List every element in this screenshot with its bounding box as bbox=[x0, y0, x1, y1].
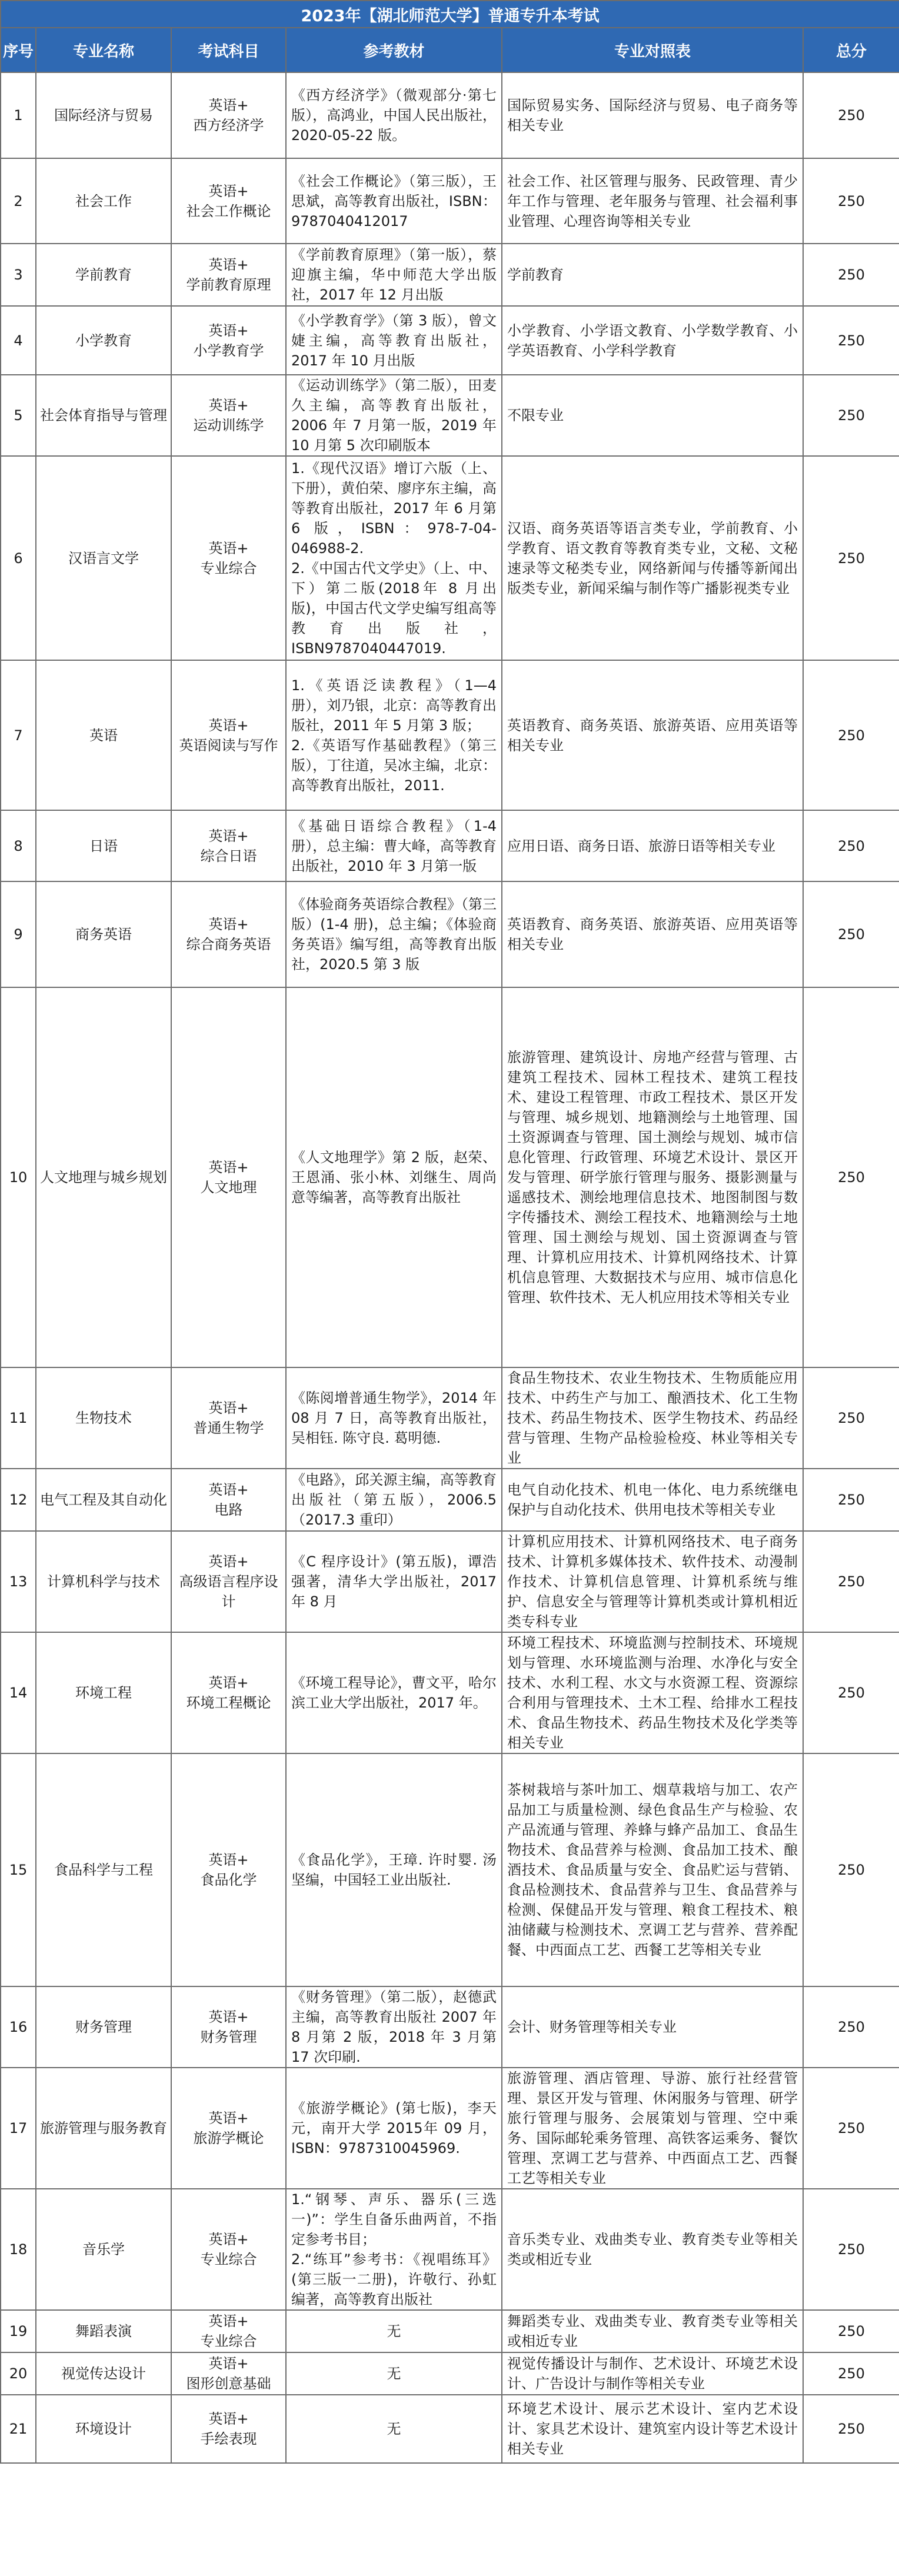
total-score: 250 bbox=[803, 306, 899, 375]
reference-books: 《财务管理》（第二版），赵德武主编，高等教育出版社 2007 年 8 月第 2 版，2018 年 3 月第 17 次印刷. bbox=[286, 1986, 502, 2068]
table-row bbox=[1, 375, 899, 456]
total-score: 250 bbox=[803, 244, 899, 306]
table-row bbox=[1, 244, 899, 306]
row-number: 21 bbox=[1, 2395, 36, 2463]
major-scope: 英语教育、商务英语、旅游英语、应用英语等相关专业 bbox=[502, 660, 803, 810]
table-row bbox=[1, 1469, 899, 1531]
header-score: 总分 bbox=[803, 28, 899, 72]
major-name: 环境设计 bbox=[36, 2395, 171, 2463]
exam-subject: 英语+ 旅游学概论 bbox=[171, 2068, 286, 2189]
exam-subject: 英语+ 西方经济学 bbox=[171, 72, 286, 158]
table-body bbox=[1, 72, 899, 2463]
reference-books: 《学前教育原理》（第一版），蔡迎旗主编，华中师范大学出版社，2017 年 12 月出版 bbox=[286, 244, 502, 306]
major-scope: 视觉传播设计与制作、艺术设计、环境艺术设计、广告设计与制作等相关专业 bbox=[502, 2352, 803, 2395]
row-number: 15 bbox=[1, 1753, 36, 1986]
reference-books: 无 bbox=[286, 2310, 502, 2352]
total-score: 250 bbox=[803, 158, 899, 244]
major-scope: 舞蹈类专业、戏曲类专业、教育类专业等相关或相近专业 bbox=[502, 2310, 803, 2352]
exam-subject: 英语+ 手绘表现 bbox=[171, 2395, 286, 2463]
table-row bbox=[1, 456, 899, 660]
exam-subject: 英语+ 专业综合 bbox=[171, 2310, 286, 2352]
exam-subject: 英语+ 财务管理 bbox=[171, 1986, 286, 2068]
major-scope: 汉语、商务英语等语言类专业，学前教育、小学教育、语文教育等教育类专业，文秘、文秘速录等文秘类专业，网络新闻与传播等新闻出版类专业，新闻采编与制作等广播影视类专业 bbox=[502, 456, 803, 660]
exam-subject: 英语+ 专业综合 bbox=[171, 2189, 286, 2310]
reference-books: 1.《英语泛读教程》（1—4 册），刘乃银，北京：高等教育出版社，2011 年 5 月第 3 版； 2.《英语写作基础教程》（第三版），丁往道，吴冰主编，北京：高等教育出版社，2011. bbox=[286, 660, 502, 810]
row-number: 20 bbox=[1, 2352, 36, 2395]
total-score: 250 bbox=[803, 660, 899, 810]
total-score: 250 bbox=[803, 810, 899, 881]
reference-books: 《西方经济学》（微观部分·第七版），高鸿业，中国人民出版社，2020-05-22 版。 bbox=[286, 72, 502, 158]
row-number: 13 bbox=[1, 1531, 36, 1632]
major-scope: 环境工程技术、环境监测与控制技术、环境规划与管理、水环境监测与治理、水净化与安全技术、水利工程、水文与水资源工程、资源综合利用与管理技术、土木工程、给排水工程技术、食品生物技术、药品生物技术及化学类等相关专业 bbox=[502, 1632, 803, 1753]
table-row bbox=[1, 881, 899, 987]
row-number: 6 bbox=[1, 456, 36, 660]
exam-subject: 英语+ 环境工程概论 bbox=[171, 1632, 286, 1753]
major-name: 电气工程及其自动化 bbox=[36, 1469, 171, 1531]
exam-subject: 英语+ 图形创意基础 bbox=[171, 2352, 286, 2395]
table-row bbox=[1, 660, 899, 810]
row-number: 14 bbox=[1, 1632, 36, 1753]
row-number: 1 bbox=[1, 72, 36, 158]
reference-books: 《小学教育学》（第 3 版），曾文婕主编，高等教育出版社，2017 年 10 月出版 bbox=[286, 306, 502, 375]
header-reference: 参考教材 bbox=[286, 28, 502, 72]
table-row bbox=[1, 1531, 899, 1632]
reference-books: 无 bbox=[286, 2395, 502, 2463]
total-score: 250 bbox=[803, 1367, 899, 1469]
major-name: 旅游管理与服务教育 bbox=[36, 2068, 171, 2189]
reference-books: 《电路》，邱关源主编，高等教育出版社（第五版），2006.5（2017.3 重印） bbox=[286, 1469, 502, 1531]
reference-books: 无 bbox=[286, 2352, 502, 2395]
table-row bbox=[1, 1753, 899, 1986]
major-name: 商务英语 bbox=[36, 881, 171, 987]
row-number: 7 bbox=[1, 660, 36, 810]
row-number: 4 bbox=[1, 306, 36, 375]
major-name: 视觉传达设计 bbox=[36, 2352, 171, 2395]
table-row bbox=[1, 810, 899, 881]
major-scope: 社会工作、社区管理与服务、民政管理、青少年工作与管理、老年服务与管理、社会福利事业管理、心理咨询等相关专业 bbox=[502, 158, 803, 244]
total-score: 250 bbox=[803, 72, 899, 158]
row-number: 9 bbox=[1, 881, 36, 987]
row-number: 19 bbox=[1, 2310, 36, 2352]
header-scope: 专业对照表 bbox=[502, 28, 803, 72]
row-number: 16 bbox=[1, 1986, 36, 2068]
table-row bbox=[1, 1367, 899, 1469]
exam-subject: 英语+ 英语阅读与写作 bbox=[171, 660, 286, 810]
exam-subject: 英语+ 人文地理 bbox=[171, 987, 286, 1367]
major-scope: 电气自动化技术、机电一体化、电力系统继电保护与自动化技术、供用电技术等相关专业 bbox=[502, 1469, 803, 1531]
total-score: 250 bbox=[803, 2189, 899, 2310]
major-scope: 英语教育、商务英语、旅游英语、应用英语等相关专业 bbox=[502, 881, 803, 987]
major-scope: 国际贸易实务、国际经济与贸易、电子商务等相关专业 bbox=[502, 72, 803, 158]
major-scope: 学前教育 bbox=[502, 244, 803, 306]
table-row bbox=[1, 2310, 899, 2352]
total-score: 250 bbox=[803, 2352, 899, 2395]
row-number: 18 bbox=[1, 2189, 36, 2310]
total-score: 250 bbox=[803, 1469, 899, 1531]
exam-subject: 英语+ 高级语言程序设计 bbox=[171, 1531, 286, 1632]
major-name: 舞蹈表演 bbox=[36, 2310, 171, 2352]
table-row bbox=[1, 72, 899, 158]
table-row bbox=[1, 2352, 899, 2395]
major-name: 计算机科学与技术 bbox=[36, 1531, 171, 1632]
reference-books: 《食品化学》，王璋. 许时婴. 汤坚编，中国轻工业出版社. bbox=[286, 1753, 502, 1986]
header-subject: 考试科目 bbox=[171, 28, 286, 72]
major-name: 日语 bbox=[36, 810, 171, 881]
row-number: 10 bbox=[1, 987, 36, 1367]
exam-subject: 英语+ 食品化学 bbox=[171, 1753, 286, 1986]
reference-books: 《体验商务英语综合教程》（第三版）(1-4 册)，总主编；《体验商务英语》编写组，高等教育出版社，2020.5 第 3 版 bbox=[286, 881, 502, 987]
total-score: 250 bbox=[803, 1986, 899, 2068]
major-name: 国际经济与贸易 bbox=[36, 72, 171, 158]
major-name: 小学教育 bbox=[36, 306, 171, 375]
total-score: 250 bbox=[803, 2395, 899, 2463]
header-no: 序号 bbox=[1, 28, 36, 72]
row-number: 5 bbox=[1, 375, 36, 456]
total-score: 250 bbox=[803, 1753, 899, 1986]
row-number: 2 bbox=[1, 158, 36, 244]
exam-subject: 英语+ 综合商务英语 bbox=[171, 881, 286, 987]
major-name: 环境工程 bbox=[36, 1632, 171, 1753]
exam-subject: 英语+ 学前教育原理 bbox=[171, 244, 286, 306]
table-row bbox=[1, 2395, 899, 2463]
major-scope: 小学教育、小学语文教育、小学数学教育、小学英语教育、小学科学教育 bbox=[502, 306, 803, 375]
reference-books: 1.《现代汉语》增订六版（上、下册），黄伯荣、廖序东主编，高等教育出版社，2017 年 6 月第 6 版，ISBN：978-7-04-046988-2. 2.《中国古代文学史》（上、中、下）第二版(2018年 8 月出版)，中国古代文学史编写组高等教育出版社，ISBN9787040447019. bbox=[286, 456, 502, 660]
table-row bbox=[1, 1986, 899, 2068]
table-row bbox=[1, 2068, 899, 2189]
major-name: 英语 bbox=[36, 660, 171, 810]
major-name: 财务管理 bbox=[36, 1986, 171, 2068]
table-row bbox=[1, 1632, 899, 1753]
total-score: 250 bbox=[803, 2068, 899, 2189]
exam-subject: 英语+ 专业综合 bbox=[171, 456, 286, 660]
header-major: 专业名称 bbox=[36, 28, 171, 72]
table-row bbox=[1, 306, 899, 375]
exam-subject: 英语+ 小学教育学 bbox=[171, 306, 286, 375]
row-number: 11 bbox=[1, 1367, 36, 1469]
major-name: 人文地理与城乡规划 bbox=[36, 987, 171, 1367]
table-row bbox=[1, 2189, 899, 2310]
total-score: 250 bbox=[803, 881, 899, 987]
major-scope: 旅游管理、建筑设计、房地产经营与管理、古建筑工程技术、园林工程技术、建筑工程技术、建设工程管理、市政工程技术、景区开发与管理、城乡规划、地籍测绘与土地管理、国土资源调查与管理、国土测绘与规划、城市信息化管理、行政管理、环境艺术设计、景区开发与管理、研学旅行管理与服务、摄影测量与遥感技术、测绘地理信息技术、地图制图与数字传播技术、测绘工程技术、地籍测绘与土地管理、国土测绘与规划、国土资源调查与管理、计算机应用技术、计算机网络技术、计算机信息管理、大数据技术与应用、城市信息化管理、软件技术、无人机应用技术等相关专业 bbox=[502, 987, 803, 1367]
major-scope: 旅游管理、酒店管理、导游、旅行社经营管理、景区开发与管理、休闲服务与管理、研学旅行管理与服务、会展策划与管理、空中乘务、国际邮轮乘务管理、高铁客运乘务、餐饮管理、烹调工艺与营养、中西面点工艺、西餐工艺等相关专业 bbox=[502, 2068, 803, 2189]
row-number: 12 bbox=[1, 1469, 36, 1531]
reference-books: 《环境工程导论》，曹文平，哈尔滨工业大学出版社，2017 年。 bbox=[286, 1632, 502, 1753]
reference-books: 《陈阅增普通生物学》，2014 年 08 月 7 日，高等教育出版社，吴相钰. 陈守良. 葛明德. bbox=[286, 1367, 502, 1469]
table-row bbox=[1, 987, 899, 1367]
exam-subject: 英语+ 社会工作概论 bbox=[171, 158, 286, 244]
row-number: 3 bbox=[1, 244, 36, 306]
total-score: 250 bbox=[803, 1632, 899, 1753]
total-score: 250 bbox=[803, 2310, 899, 2352]
major-scope: 计算机应用技术、计算机网络技术、电子商务技术、计算机多媒体技术、软件技术、动漫制作技术、计算机信息管理、计算机系统与维护、信息安全与管理等计算机类或计算机相近类专科专业 bbox=[502, 1531, 803, 1632]
total-score: 250 bbox=[803, 375, 899, 456]
major-name: 食品科学与工程 bbox=[36, 1753, 171, 1986]
reference-books: 《社会工作概论》（第三版），王思斌，高等教育出版社，ISBN：9787040412017 bbox=[286, 158, 502, 244]
row-number: 17 bbox=[1, 2068, 36, 2189]
total-score: 250 bbox=[803, 1531, 899, 1632]
major-scope: 茶树栽培与茶叶加工、烟草栽培与加工、农产品加工与质量检测、绿色食品生产与检验、农产品流通与管理、养蜂与蜂产品加工、食品生物技术、食品营养与检测、食品加工技术、酿酒技术、食品质量与安全、食品贮运与营销、食品检测技术、食品营养与卫生、食品营养与检测、保健品开发与管理、粮食工程技术、粮油储藏与检测技术、烹调工艺与营养、营养配餐、中西面点工艺、西餐工艺等相关专业 bbox=[502, 1753, 803, 1986]
major-name: 社会工作 bbox=[36, 158, 171, 244]
major-scope: 食品生物技术、农业生物技术、生物质能应用技术、中药生产与加工、酿酒技术、化工生物技术、药品生物技术、医学生物技术、药品经营与管理、生物产品检验检疫、林业等相关专业 bbox=[502, 1367, 803, 1469]
page-title: 2023年【湖北师范大学】普通专升本考试 bbox=[1, 1, 899, 28]
table-row bbox=[1, 158, 899, 244]
exam-subject: 英语+ 综合日语 bbox=[171, 810, 286, 881]
reference-books: 1.“钢琴、声乐、器乐(三选一)”：学生自备乐曲两首，不指定参考书目； 2.“练耳”参考书：《视唱练耳》(第三版一二册)，许敬行、孙虹编著，高等教育出版社 bbox=[286, 2189, 502, 2310]
row-number: 8 bbox=[1, 810, 36, 881]
exam-subject: 英语+ 普通生物学 bbox=[171, 1367, 286, 1469]
major-scope: 应用日语、商务日语、旅游日语等相关专业 bbox=[502, 810, 803, 881]
major-scope: 会计、财务管理等相关专业 bbox=[502, 1986, 803, 2068]
total-score: 250 bbox=[803, 456, 899, 660]
reference-books: 《旅游学概论》(第七版)，李天元，南开大学 2015年 09 月，ISBN：9787310045969. bbox=[286, 2068, 502, 2189]
major-name: 生物技术 bbox=[36, 1367, 171, 1469]
major-scope: 不限专业 bbox=[502, 375, 803, 456]
major-name: 汉语言文学 bbox=[36, 456, 171, 660]
major-scope: 环境艺术设计、展示艺术设计、室内艺术设计、家具艺术设计、建筑室内设计等艺术设计相关专业 bbox=[502, 2395, 803, 2463]
reference-books: 《运动训练学》（第二版），田麦久主编，高等教育出版社，2006 年 7 月第一版，2019 年 10 月第 5 次印刷版本 bbox=[286, 375, 502, 456]
major-scope: 音乐类专业、戏曲类专业、教育类专业等相关类或相近专业 bbox=[502, 2189, 803, 2310]
major-name: 学前教育 bbox=[36, 244, 171, 306]
exam-subject: 英语+ 电路 bbox=[171, 1469, 286, 1531]
reference-books: 《基础日语综合教程》（1-4 册），总主编：曹大峰，高等教育出版社，2010 年 3 月第一版 bbox=[286, 810, 502, 881]
reference-books: 《C 程序设计》(第五版)，谭浩强著，清华大学出版社，2017 年 8 月 bbox=[286, 1531, 502, 1632]
header-row bbox=[1, 28, 899, 72]
exam-subject: 英语+ 运动训练学 bbox=[171, 375, 286, 456]
total-score: 250 bbox=[803, 987, 899, 1367]
major-name: 音乐学 bbox=[36, 2189, 171, 2310]
reference-books: 《人文地理学》第 2 版，赵荣、王恩涌、张小林、刘继生、周尚意等编著，高等教育出版社 bbox=[286, 987, 502, 1367]
major-name: 社会体育指导与管理 bbox=[36, 375, 171, 456]
